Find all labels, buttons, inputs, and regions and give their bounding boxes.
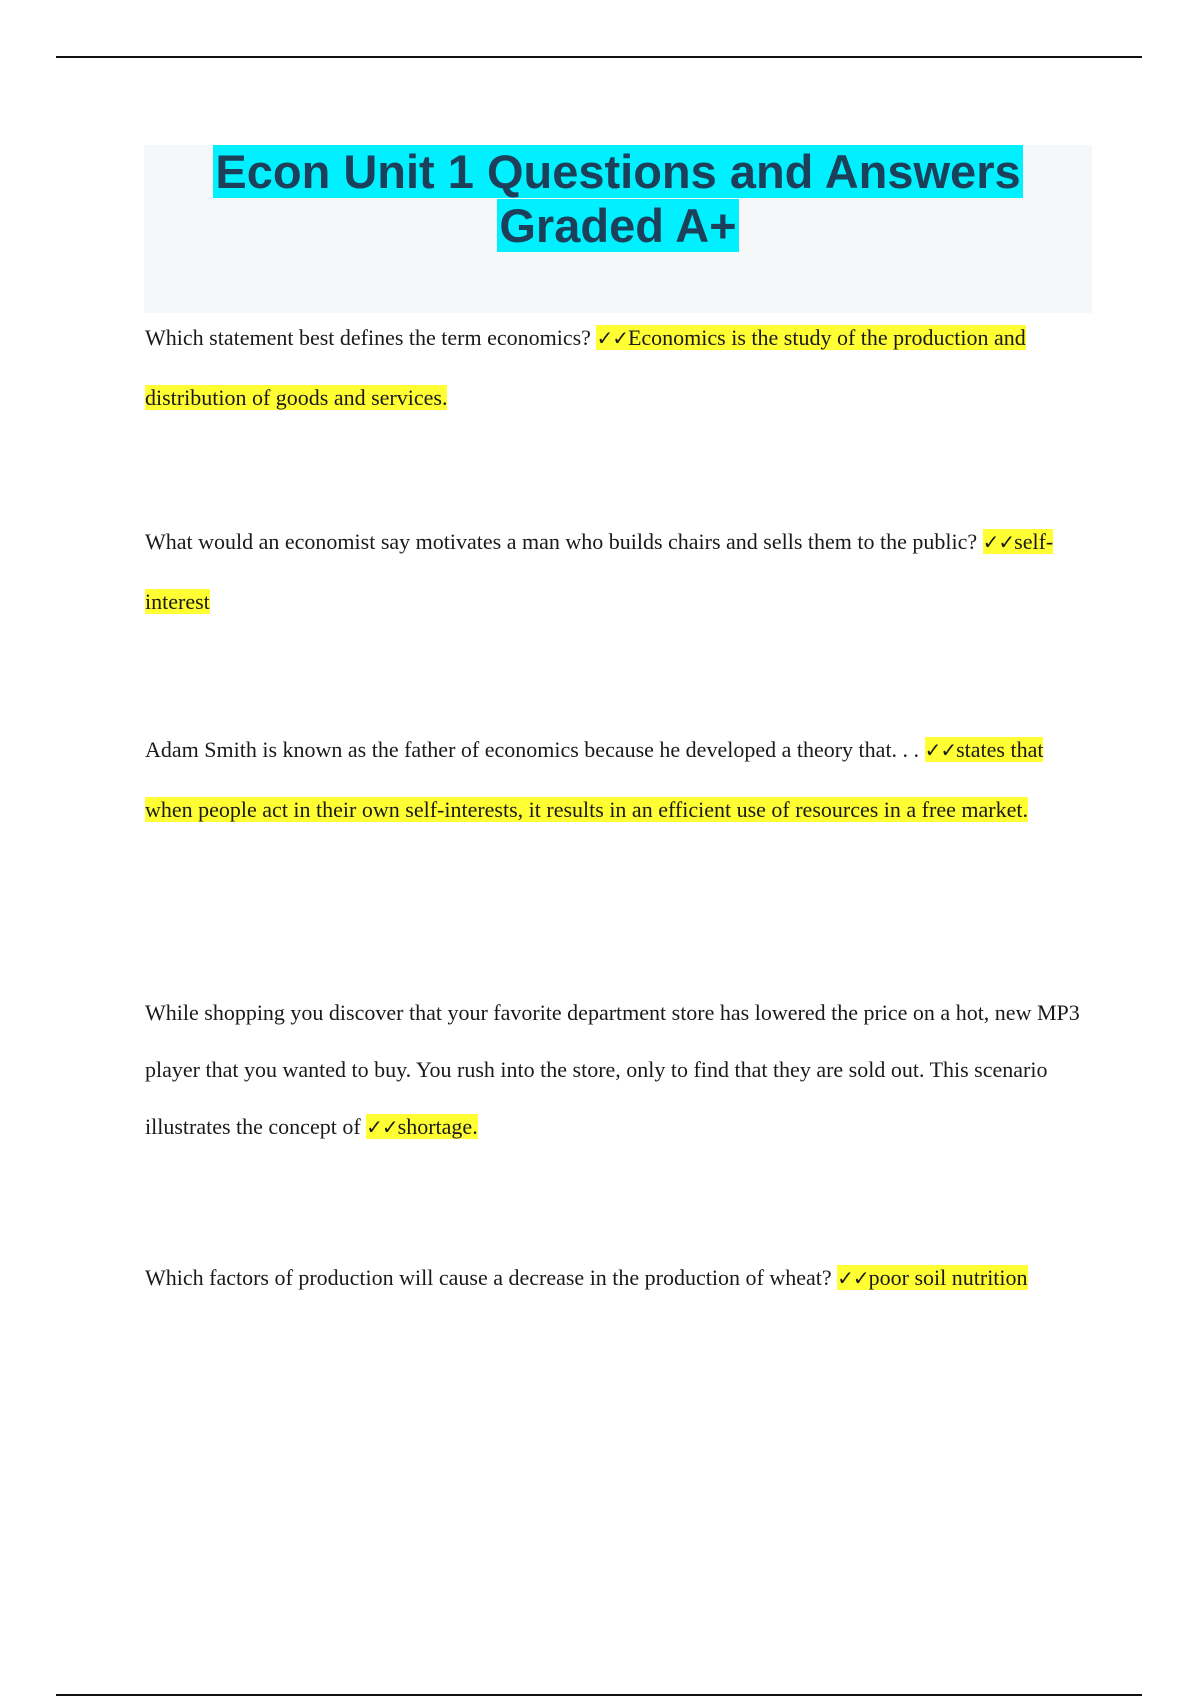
qa-item-2 bbox=[145, 512, 1085, 632]
qa-item-4 bbox=[145, 984, 1085, 1156]
title-banner bbox=[144, 145, 1092, 313]
answer-text: shortage. bbox=[397, 1114, 478, 1139]
answer-text: Economics is the study of the production and distribution of goods and services. bbox=[145, 325, 1026, 410]
question-text: While shopping you discover that your favorite department store has lowered the price on a hot, new MP3 player that you wanted to buy. You rush into the store, only to find that they are sold out. This scenario illustrates the concept of bbox=[145, 1000, 1080, 1139]
question-text: Which statement best defines the term economics? bbox=[145, 325, 597, 350]
answer-text: poor soil nutrition bbox=[868, 1265, 1028, 1290]
answer-text: states that when people act in their own self-interests, it results in an efficient use of resources in a free market. bbox=[145, 737, 1044, 822]
double-check-icon: ✓✓ bbox=[837, 1266, 869, 1290]
title-line-2: Graded A+ bbox=[499, 199, 737, 252]
double-check-icon: ✓✓ bbox=[366, 1115, 398, 1139]
question-text: What would an economist say motivates a man who builds chairs and sells them to the public? bbox=[145, 529, 983, 554]
answer-text: self-interest bbox=[145, 529, 1054, 614]
title-line-1: Econ Unit 1 Questions and Answers bbox=[215, 145, 1021, 198]
document-title bbox=[144, 145, 1092, 253]
question-text: Adam Smith is known as the father of economics because he developed a theory that. . . bbox=[145, 737, 925, 762]
qa-item-3 bbox=[145, 720, 1085, 840]
double-check-icon: ✓✓ bbox=[982, 530, 1015, 554]
qa-item-1 bbox=[145, 308, 1085, 428]
qa-item-5 bbox=[145, 1248, 1085, 1308]
answer-highlight bbox=[837, 1265, 1027, 1290]
double-check-icon: ✓✓ bbox=[924, 738, 957, 762]
question-text: Which factors of production will cause a decrease in the production of wheat? bbox=[145, 1265, 838, 1290]
double-check-icon: ✓✓ bbox=[596, 326, 628, 350]
footer-rule bbox=[56, 1694, 1142, 1696]
answer-highlight bbox=[366, 1114, 478, 1139]
header-rule bbox=[56, 56, 1142, 58]
